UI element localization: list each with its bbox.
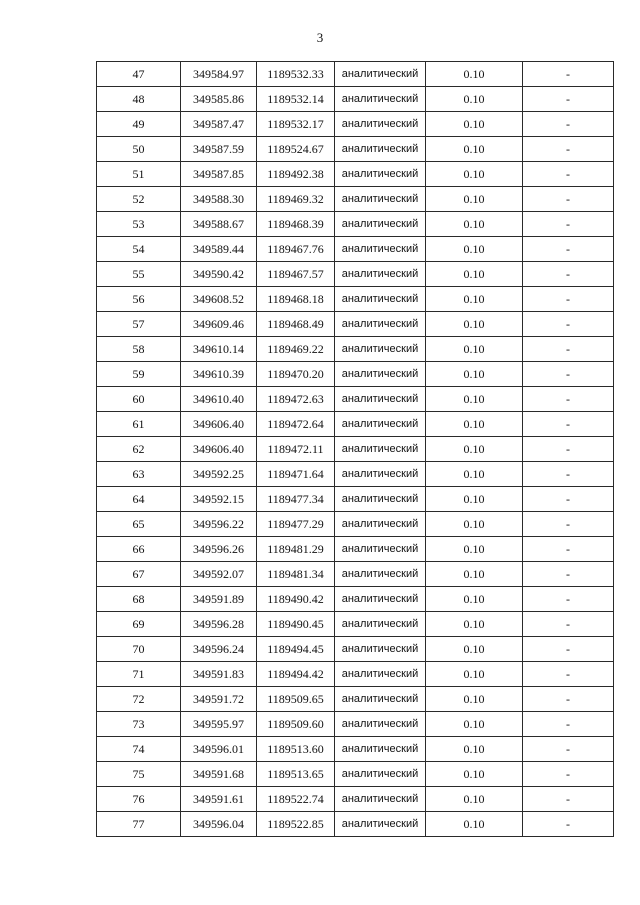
method-cell: аналитический <box>335 262 426 287</box>
method-cell: аналитический <box>335 137 426 162</box>
y-coordinate-cell: 1189477.34 <box>257 487 335 512</box>
extra-cell: - <box>523 787 614 812</box>
point-number-cell: 69 <box>97 612 181 637</box>
y-coordinate-cell: 1189532.33 <box>257 62 335 87</box>
method-cell: аналитический <box>335 462 426 487</box>
x-coordinate-cell: 349596.28 <box>181 612 257 637</box>
y-coordinate-cell: 1189468.39 <box>257 212 335 237</box>
extra-cell: - <box>523 287 614 312</box>
accuracy-cell: 0.10 <box>426 362 523 387</box>
x-coordinate-cell: 349592.25 <box>181 462 257 487</box>
accuracy-cell: 0.10 <box>426 137 523 162</box>
point-number-cell: 48 <box>97 87 181 112</box>
table-row <box>97 287 614 312</box>
method-cell: аналитический <box>335 537 426 562</box>
extra-cell: - <box>523 737 614 762</box>
x-coordinate-cell: 349610.39 <box>181 362 257 387</box>
accuracy-cell: 0.10 <box>426 337 523 362</box>
x-coordinate-cell: 349591.68 <box>181 762 257 787</box>
x-coordinate-cell: 349584.97 <box>181 62 257 87</box>
method-cell: аналитический <box>335 62 426 87</box>
point-number-cell: 67 <box>97 562 181 587</box>
point-number-cell: 54 <box>97 237 181 262</box>
extra-cell: - <box>523 637 614 662</box>
method-cell: аналитический <box>335 787 426 812</box>
table-row <box>97 187 614 212</box>
table-row <box>97 762 614 787</box>
extra-cell: - <box>523 612 614 637</box>
accuracy-cell: 0.10 <box>426 187 523 212</box>
method-cell: аналитический <box>335 487 426 512</box>
point-number-cell: 72 <box>97 687 181 712</box>
accuracy-cell: 0.10 <box>426 87 523 112</box>
point-number-cell: 64 <box>97 487 181 512</box>
table-row <box>97 487 614 512</box>
extra-cell: - <box>523 562 614 587</box>
y-coordinate-cell: 1189477.29 <box>257 512 335 537</box>
table-row <box>97 712 614 737</box>
table-row <box>97 562 614 587</box>
page-number: 3 <box>316 30 324 45</box>
method-cell: аналитический <box>335 237 426 262</box>
y-coordinate-cell: 1189513.65 <box>257 762 335 787</box>
accuracy-cell: 0.10 <box>426 712 523 737</box>
x-coordinate-cell: 349596.04 <box>181 812 257 837</box>
y-coordinate-cell: 1189467.57 <box>257 262 335 287</box>
extra-cell: - <box>523 87 614 112</box>
table-row <box>97 237 614 262</box>
y-coordinate-cell: 1189490.42 <box>257 587 335 612</box>
extra-cell: - <box>523 387 614 412</box>
point-number-cell: 62 <box>97 437 181 462</box>
method-cell: аналитический <box>335 362 426 387</box>
extra-cell: - <box>523 487 614 512</box>
table-row <box>97 412 614 437</box>
extra-cell: - <box>523 212 614 237</box>
accuracy-cell: 0.10 <box>426 487 523 512</box>
y-coordinate-cell: 1189468.18 <box>257 287 335 312</box>
x-coordinate-cell: 349591.83 <box>181 662 257 687</box>
y-coordinate-cell: 1189468.49 <box>257 312 335 337</box>
extra-cell: - <box>523 337 614 362</box>
coordinates-table-body <box>97 62 614 837</box>
table-row <box>97 737 614 762</box>
table-row <box>97 112 614 137</box>
extra-cell: - <box>523 512 614 537</box>
point-number-cell: 75 <box>97 762 181 787</box>
accuracy-cell: 0.10 <box>426 287 523 312</box>
accuracy-cell: 0.10 <box>426 112 523 137</box>
y-coordinate-cell: 1189469.32 <box>257 187 335 212</box>
table-row <box>97 537 614 562</box>
accuracy-cell: 0.10 <box>426 737 523 762</box>
method-cell: аналитический <box>335 762 426 787</box>
table-row <box>97 812 614 837</box>
accuracy-cell: 0.10 <box>426 687 523 712</box>
x-coordinate-cell: 349610.40 <box>181 387 257 412</box>
point-number-cell: 74 <box>97 737 181 762</box>
y-coordinate-cell: 1189509.60 <box>257 712 335 737</box>
y-coordinate-cell: 1189524.67 <box>257 137 335 162</box>
method-cell: аналитический <box>335 662 426 687</box>
method-cell: аналитический <box>335 512 426 537</box>
y-coordinate-cell: 1189472.11 <box>257 437 335 462</box>
accuracy-cell: 0.10 <box>426 212 523 237</box>
method-cell: аналитический <box>335 187 426 212</box>
accuracy-cell: 0.10 <box>426 787 523 812</box>
method-cell: аналитический <box>335 162 426 187</box>
extra-cell: - <box>523 437 614 462</box>
x-coordinate-cell: 349589.44 <box>181 237 257 262</box>
table-row <box>97 312 614 337</box>
point-number-cell: 65 <box>97 512 181 537</box>
table-row <box>97 137 614 162</box>
extra-cell: - <box>523 162 614 187</box>
x-coordinate-cell: 349606.40 <box>181 412 257 437</box>
method-cell: аналитический <box>335 437 426 462</box>
extra-cell: - <box>523 762 614 787</box>
method-cell: аналитический <box>335 412 426 437</box>
table-row <box>97 262 614 287</box>
point-number-cell: 53 <box>97 212 181 237</box>
y-coordinate-cell: 1189513.60 <box>257 737 335 762</box>
method-cell: аналитический <box>335 387 426 412</box>
method-cell: аналитический <box>335 712 426 737</box>
extra-cell: - <box>523 812 614 837</box>
y-coordinate-cell: 1189472.64 <box>257 412 335 437</box>
coordinates-table <box>96 61 614 837</box>
point-number-cell: 52 <box>97 187 181 212</box>
x-coordinate-cell: 349585.86 <box>181 87 257 112</box>
accuracy-cell: 0.10 <box>426 262 523 287</box>
accuracy-cell: 0.10 <box>426 662 523 687</box>
method-cell: аналитический <box>335 612 426 637</box>
point-number-cell: 61 <box>97 412 181 437</box>
point-number-cell: 47 <box>97 62 181 87</box>
extra-cell: - <box>523 412 614 437</box>
accuracy-cell: 0.10 <box>426 537 523 562</box>
method-cell: аналитический <box>335 812 426 837</box>
extra-cell: - <box>523 462 614 487</box>
method-cell: аналитический <box>335 737 426 762</box>
y-coordinate-cell: 1189490.45 <box>257 612 335 637</box>
extra-cell: - <box>523 312 614 337</box>
extra-cell: - <box>523 537 614 562</box>
y-coordinate-cell: 1189494.42 <box>257 662 335 687</box>
table-row <box>97 437 614 462</box>
method-cell: аналитический <box>335 637 426 662</box>
x-coordinate-cell: 349588.67 <box>181 212 257 237</box>
method-cell: аналитический <box>335 687 426 712</box>
table-row <box>97 687 614 712</box>
point-number-cell: 73 <box>97 712 181 737</box>
accuracy-cell: 0.10 <box>426 512 523 537</box>
x-coordinate-cell: 349609.46 <box>181 312 257 337</box>
point-number-cell: 57 <box>97 312 181 337</box>
extra-cell: - <box>523 187 614 212</box>
table-row <box>97 462 614 487</box>
point-number-cell: 59 <box>97 362 181 387</box>
point-number-cell: 60 <box>97 387 181 412</box>
method-cell: аналитический <box>335 587 426 612</box>
method-cell: аналитический <box>335 87 426 112</box>
accuracy-cell: 0.10 <box>426 62 523 87</box>
table-row <box>97 612 614 637</box>
y-coordinate-cell: 1189532.14 <box>257 87 335 112</box>
method-cell: аналитический <box>335 287 426 312</box>
accuracy-cell: 0.10 <box>426 637 523 662</box>
extra-cell: - <box>523 712 614 737</box>
x-coordinate-cell: 349587.59 <box>181 137 257 162</box>
y-coordinate-cell: 1189509.65 <box>257 687 335 712</box>
x-coordinate-cell: 349588.30 <box>181 187 257 212</box>
x-coordinate-cell: 349596.01 <box>181 737 257 762</box>
x-coordinate-cell: 349592.07 <box>181 562 257 587</box>
x-coordinate-cell: 349590.42 <box>181 262 257 287</box>
table-row <box>97 87 614 112</box>
x-coordinate-cell: 349608.52 <box>181 287 257 312</box>
table-row <box>97 62 614 87</box>
extra-cell: - <box>523 137 614 162</box>
accuracy-cell: 0.10 <box>426 462 523 487</box>
x-coordinate-cell: 349606.40 <box>181 437 257 462</box>
extra-cell: - <box>523 112 614 137</box>
y-coordinate-cell: 1189467.76 <box>257 237 335 262</box>
accuracy-cell: 0.10 <box>426 562 523 587</box>
accuracy-cell: 0.10 <box>426 237 523 262</box>
table-row <box>97 662 614 687</box>
y-coordinate-cell: 1189494.45 <box>257 637 335 662</box>
point-number-cell: 63 <box>97 462 181 487</box>
y-coordinate-cell: 1189472.63 <box>257 387 335 412</box>
x-coordinate-cell: 349610.14 <box>181 337 257 362</box>
extra-cell: - <box>523 687 614 712</box>
y-coordinate-cell: 1189492.38 <box>257 162 335 187</box>
point-number-cell: 51 <box>97 162 181 187</box>
x-coordinate-cell: 349595.97 <box>181 712 257 737</box>
extra-cell: - <box>523 587 614 612</box>
extra-cell: - <box>523 237 614 262</box>
x-coordinate-cell: 349596.26 <box>181 537 257 562</box>
accuracy-cell: 0.10 <box>426 612 523 637</box>
method-cell: аналитический <box>335 112 426 137</box>
y-coordinate-cell: 1189481.34 <box>257 562 335 587</box>
x-coordinate-cell: 349591.61 <box>181 787 257 812</box>
table-row <box>97 362 614 387</box>
x-coordinate-cell: 349587.85 <box>181 162 257 187</box>
y-coordinate-cell: 1189469.22 <box>257 337 335 362</box>
point-number-cell: 55 <box>97 262 181 287</box>
method-cell: аналитический <box>335 337 426 362</box>
point-number-cell: 77 <box>97 812 181 837</box>
table-row <box>97 587 614 612</box>
table-row <box>97 512 614 537</box>
extra-cell: - <box>523 62 614 87</box>
extra-cell: - <box>523 362 614 387</box>
y-coordinate-cell: 1189481.29 <box>257 537 335 562</box>
table-row <box>97 337 614 362</box>
accuracy-cell: 0.10 <box>426 812 523 837</box>
accuracy-cell: 0.10 <box>426 762 523 787</box>
point-number-cell: 70 <box>97 637 181 662</box>
x-coordinate-cell: 349591.89 <box>181 587 257 612</box>
method-cell: аналитический <box>335 312 426 337</box>
x-coordinate-cell: 349596.24 <box>181 637 257 662</box>
x-coordinate-cell: 349587.47 <box>181 112 257 137</box>
x-coordinate-cell: 349596.22 <box>181 512 257 537</box>
accuracy-cell: 0.10 <box>426 162 523 187</box>
extra-cell: - <box>523 262 614 287</box>
y-coordinate-cell: 1189532.17 <box>257 112 335 137</box>
accuracy-cell: 0.10 <box>426 312 523 337</box>
x-coordinate-cell: 349592.15 <box>181 487 257 512</box>
accuracy-cell: 0.10 <box>426 412 523 437</box>
y-coordinate-cell: 1189522.85 <box>257 812 335 837</box>
accuracy-cell: 0.10 <box>426 387 523 412</box>
point-number-cell: 76 <box>97 787 181 812</box>
y-coordinate-cell: 1189522.74 <box>257 787 335 812</box>
point-number-cell: 58 <box>97 337 181 362</box>
point-number-cell: 66 <box>97 537 181 562</box>
accuracy-cell: 0.10 <box>426 587 523 612</box>
table-row <box>97 637 614 662</box>
point-number-cell: 68 <box>97 587 181 612</box>
table-row <box>97 787 614 812</box>
point-number-cell: 56 <box>97 287 181 312</box>
point-number-cell: 49 <box>97 112 181 137</box>
method-cell: аналитический <box>335 212 426 237</box>
point-number-cell: 50 <box>97 137 181 162</box>
table-row <box>97 387 614 412</box>
extra-cell: - <box>523 662 614 687</box>
method-cell: аналитический <box>335 562 426 587</box>
y-coordinate-cell: 1189470.20 <box>257 362 335 387</box>
x-coordinate-cell: 349591.72 <box>181 687 257 712</box>
table-row <box>97 212 614 237</box>
point-number-cell: 71 <box>97 662 181 687</box>
accuracy-cell: 0.10 <box>426 437 523 462</box>
y-coordinate-cell: 1189471.64 <box>257 462 335 487</box>
table-row <box>97 162 614 187</box>
